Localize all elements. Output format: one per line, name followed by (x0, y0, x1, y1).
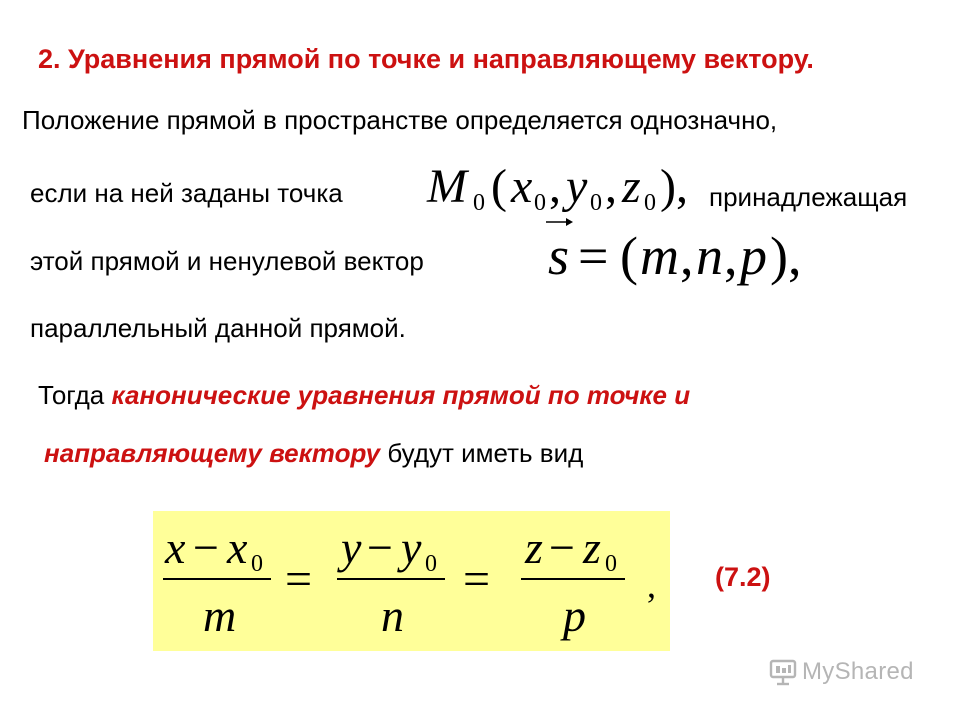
equation-number: (7.2) (715, 562, 771, 592)
text-line-1: Положение прямой в пространстве определяется однозначно, (22, 105, 778, 135)
text-will-have-form: будут иметь вид (387, 438, 584, 468)
den1-m: m (203, 590, 237, 641)
formula-equals-1: = (285, 553, 313, 606)
fraction-y (337, 522, 445, 641)
presentation-icon (768, 657, 798, 687)
point-z-sub: 0 (644, 190, 656, 216)
num3-z: z (525, 522, 543, 573)
vector-formula (540, 212, 820, 287)
vector-close-paren: ), (770, 226, 802, 286)
vector-comma-2: , (724, 226, 738, 286)
point-formula (425, 158, 710, 218)
point-M: M (427, 160, 467, 213)
vector-p: p (740, 226, 767, 286)
text-then: Тогда (38, 380, 105, 410)
point-close-paren: ), (660, 160, 688, 213)
point-comma-2: , (605, 160, 617, 213)
num3-sub: 0 (605, 551, 617, 577)
text-line-6 (44, 438, 583, 469)
text-line-4: параллельный данной прямой. (30, 313, 406, 343)
num3-minus: − (549, 522, 575, 573)
formula-equals-2: = (463, 553, 491, 606)
canonical-equation (153, 511, 670, 651)
text-direction-vector: направляющему вектору (44, 438, 381, 468)
vector-n: n (696, 226, 723, 286)
text-line-2b: принадлежащая (709, 182, 908, 212)
point-M-sub: 0 (473, 190, 485, 216)
num1-minus: − (193, 522, 219, 573)
point-x: x (511, 160, 533, 213)
fraction-x (163, 522, 271, 641)
point-open-paren: ( (491, 160, 507, 213)
point-comma-1: , (549, 160, 561, 213)
vector-equals: = (578, 226, 609, 286)
num2-minus: − (367, 522, 393, 573)
slide-title: 2. Уравнения прямой по точке и направляющему вектору. (38, 44, 814, 74)
num1-sub: 0 (251, 551, 263, 577)
vector-comma-1: , (680, 226, 694, 286)
den2-n: n (381, 590, 404, 641)
text-canonical-equations: канонические уравнения прямой по точке и (111, 380, 691, 410)
num1-x: x (165, 522, 186, 573)
num2-sub: 0 (425, 551, 437, 577)
point-x-sub: 0 (534, 190, 546, 216)
vector-s: s (548, 226, 570, 286)
den3-p: p (563, 590, 586, 641)
watermark-text: MyShared (802, 658, 914, 685)
text-line-2: если на ней заданы точка (30, 178, 343, 208)
text-line-3: этой прямой и ненулевой вектор (30, 246, 424, 276)
vector-arrow-icon (546, 218, 573, 226)
num1-x0: x (227, 522, 248, 573)
point-y: y (566, 160, 588, 213)
vector-m: m (640, 226, 679, 286)
num2-y0: y (401, 522, 422, 573)
fraction-z (521, 522, 625, 641)
watermark (768, 657, 914, 687)
point-z: z (622, 160, 641, 213)
vector-open-paren: ( (620, 226, 638, 286)
formula-box (153, 511, 670, 651)
point-y-sub: 0 (590, 190, 602, 216)
text-line-5 (38, 380, 690, 411)
num2-y: y (341, 522, 362, 573)
formula-trailing-comma: , (647, 565, 656, 605)
num3-z0: z (583, 522, 601, 573)
